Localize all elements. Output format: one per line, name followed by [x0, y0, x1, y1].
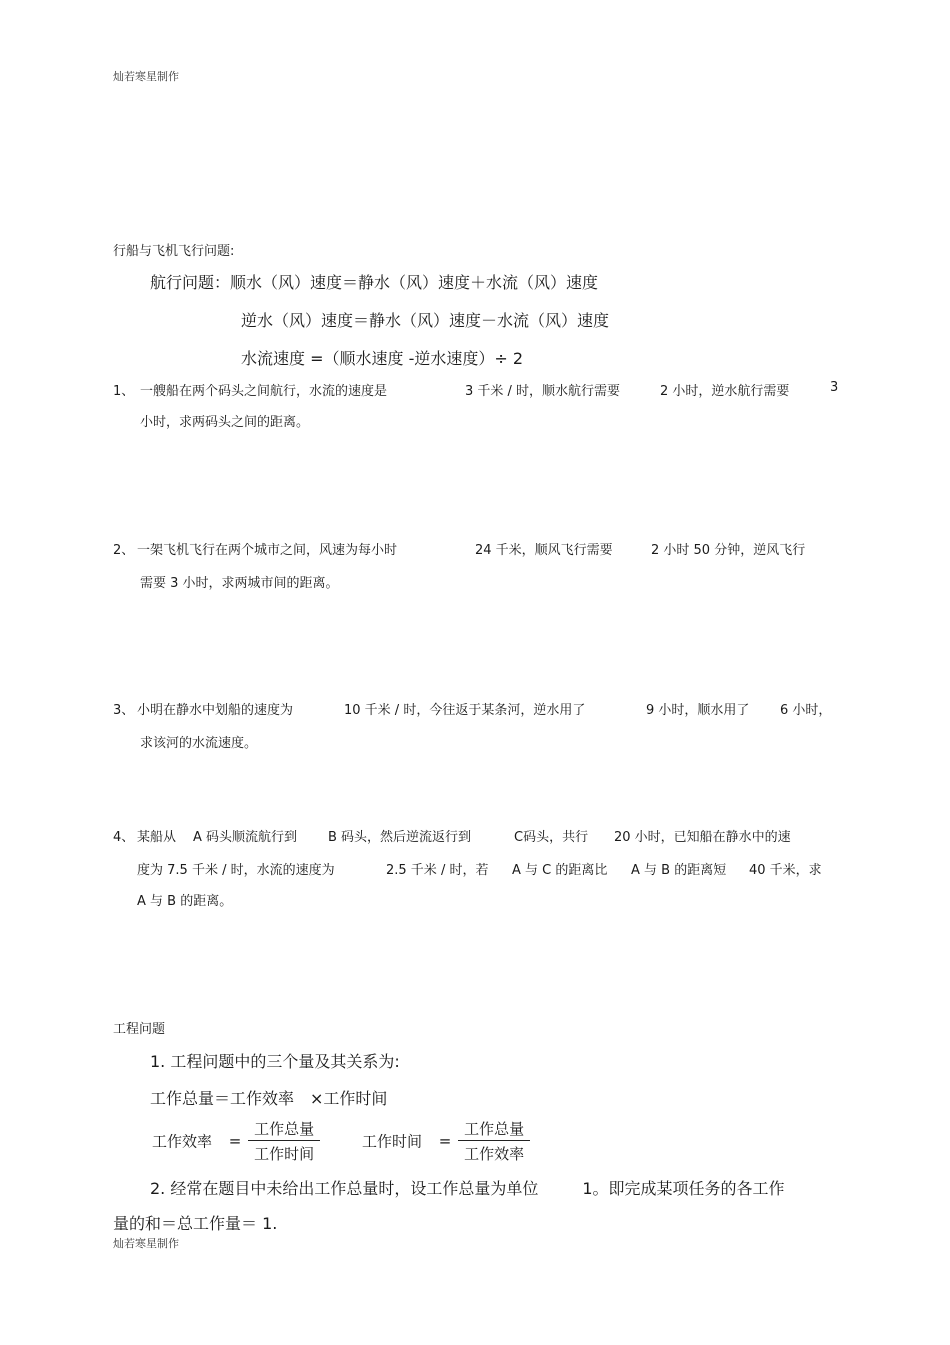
relation-part: 工作总量＝工作效率 [150, 1089, 295, 1108]
relation-total-work [150, 1086, 387, 1109]
fraction-denominator: 工作时间 [254, 1145, 315, 1163]
equation-lhs: 工作时间 [362, 1132, 423, 1151]
fraction [248, 1118, 320, 1164]
problem-text: 需要 3 小时，求两城市间的距离。 [140, 576, 339, 591]
problem-text: 小时，求两码头之间的距离。 [140, 415, 310, 430]
equation-lhs: 工作效率 [152, 1132, 213, 1151]
problem-text: 小明在静水中划船的速度为 [137, 703, 294, 718]
problem-text: 20 小时，已知船在静水中的速 [614, 830, 791, 845]
section-title-boat-plane: 行船与飞机飞行问题: [113, 244, 235, 259]
formula-downstream: 航行问题：顺水（风）速度＝静水（风）速度＋水流（风）速度 [150, 273, 599, 292]
problem-text: 6 小时， [780, 703, 832, 718]
problem-text: A 与 C 的距离比 [512, 863, 608, 878]
equals-sign: = [228, 1132, 242, 1150]
problem-text: 24 千米，顺风飞行需要 [475, 543, 613, 558]
problem-text: 一架飞机飞行在两个城市之间，风速为每小时 [137, 543, 398, 558]
problem-text: A 与 B 的距离。 [137, 894, 233, 909]
problem-text: 一艘船在两个码头之间航行，水流的速度是 [140, 384, 388, 399]
section-title-engineering: 工程问题 [113, 1022, 166, 1037]
problem-number: 4、 [113, 830, 135, 845]
equals-sign: = [438, 1132, 452, 1150]
engineering-point-1: 1. 工程问题中的三个量及其关系为: [150, 1052, 400, 1071]
problem-number: 2、 [113, 543, 135, 558]
engineering-point-2 [150, 1176, 785, 1199]
engineering-point-2-continued: 量的和＝总工作量＝ 1. [113, 1214, 278, 1233]
problem-text: 3 千米 / 时，顺水航行需要 [465, 384, 621, 399]
fraction [458, 1118, 530, 1164]
point-text: 1。即完成某项任务的各工作 [582, 1179, 785, 1198]
footer-watermark: 灿若寒星制作 [113, 1237, 179, 1250]
problem-text: C码头，共行 [514, 830, 589, 845]
problem-text: 2 小时 50 分钟，逆风飞行 [651, 543, 806, 558]
equation-time [362, 1118, 530, 1164]
problem-text: 40 千米，求 [749, 863, 822, 878]
problem-text: A 与 B 的距离短 [631, 863, 727, 878]
equation-efficiency [152, 1118, 320, 1164]
problem-text: B 码头，然后逆流返行到 [328, 830, 472, 845]
fraction-numerator: 工作总量 [248, 1118, 320, 1141]
header-watermark: 灿若寒星制作 [113, 70, 179, 83]
problem-text: 某船从 [137, 830, 177, 845]
problem-text: 度为 7.5 千米 / 时，水流的速度为 [137, 863, 335, 878]
fraction-numerator: 工作总量 [458, 1118, 530, 1141]
problem-text: 2.5 千米 / 时，若 [386, 863, 489, 878]
problem-text: 10 千米 / 时，今往返于某条河，逆水用了 [344, 703, 586, 718]
problem-text: 3 [830, 380, 839, 395]
problem-text: A 码头顺流航行到 [193, 830, 298, 845]
problem-number: 1、 [113, 384, 135, 399]
problem-text: 9 小时，顺水用了 [646, 703, 750, 718]
problem-text: 2 小时，逆水航行需要 [660, 384, 790, 399]
problem-text: 求该河的水流速度。 [140, 736, 258, 751]
problem-number: 3、 [113, 703, 135, 718]
fraction-denominator: 工作效率 [464, 1145, 525, 1163]
point-text: 2. 经常在题目中未给出工作总量时，设工作总量为单位 [150, 1179, 539, 1198]
formula-upstream: 逆水（风）速度＝静水（风）速度－水流（风）速度 [241, 311, 610, 330]
formula-current-speed: 水流速度 =（顺水速度 -逆水速度）÷ 2 [241, 349, 524, 368]
relation-part: ×工作时间 [310, 1089, 388, 1108]
